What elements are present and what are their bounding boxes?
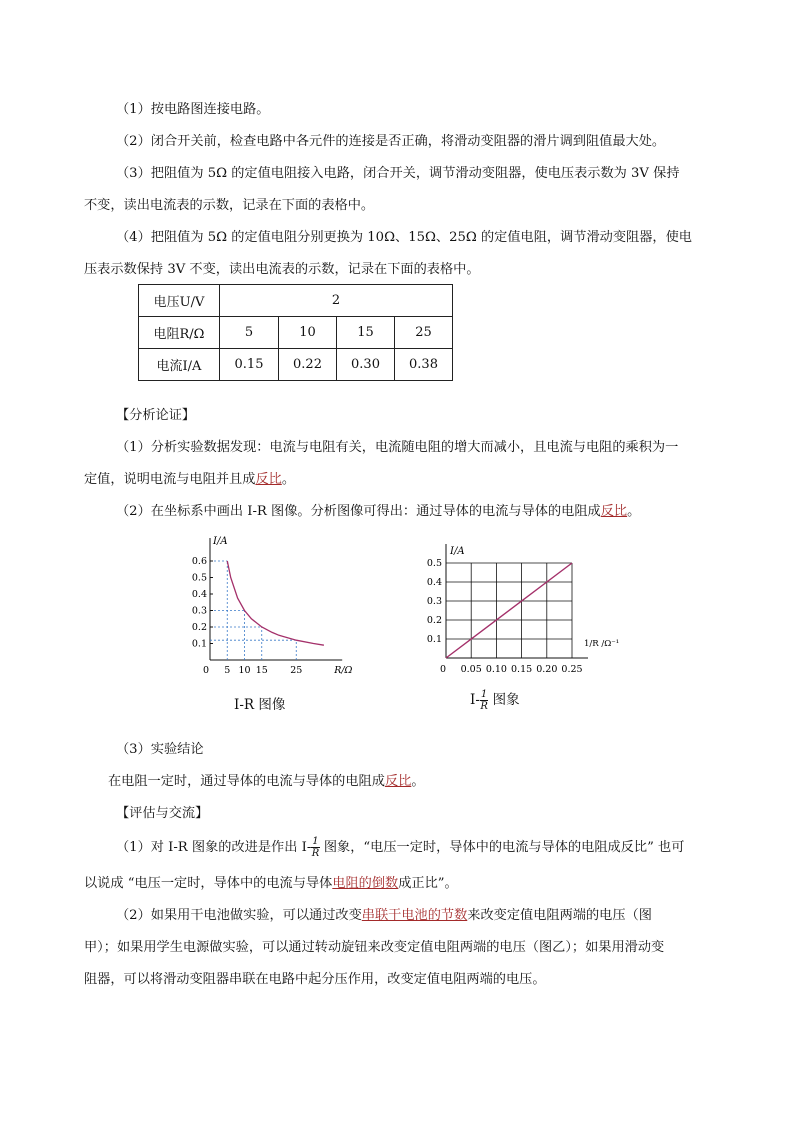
evaluation-heading: 【评估与交流】 [116, 806, 209, 821]
step-3-line-2: 不变，读出电流表的示数，记录在下面的表格中。 [84, 198, 375, 213]
fraction-denominator: R [480, 701, 488, 712]
conclusion-text [108, 766, 732, 798]
evaluation-p2-text: （2）如果用干电池做实验，可以通过改变 [116, 908, 362, 923]
analysis-p1-line-2 [84, 464, 708, 496]
step-1: （1）按电路图连接电路。 [116, 102, 270, 117]
caption-suffix: 图象 [488, 692, 520, 708]
evaluation-p1-text-2: 图象，“电压一定时，导体中的电流与导体的电阻成反比” 也可 [319, 840, 685, 855]
fraction-numerator: 1 [312, 836, 319, 847]
x-tick-label: 0.05 [460, 664, 482, 675]
evaluation-p2-line-1 [84, 900, 740, 932]
evaluation-p1-text-4: 成正比”。 [398, 876, 458, 891]
x-tick-label: 0.20 [536, 664, 558, 675]
answer-inverse: 反比 [384, 774, 412, 789]
caption-prefix: I- [470, 692, 480, 708]
ir-curve [227, 561, 324, 645]
table-row [139, 285, 453, 317]
y-axis-label: I/A [450, 546, 465, 557]
analysis-p2 [84, 496, 740, 528]
x-tick-label: 15 [255, 665, 268, 676]
step-4-line-1: （4）把阻值为 5Ω 的定值电阻分别更换为 10Ω、15Ω、25Ω 的定值电阻，调节滑动变阻器，使电 [116, 230, 692, 245]
proportional-line [446, 563, 572, 658]
analysis-heading: 【分析论证】 [116, 408, 196, 423]
answer-inverse: 反比 [255, 472, 282, 487]
x-axis-label: R/Ω [334, 665, 353, 676]
evaluation-p1-line-1 [84, 832, 740, 864]
ir-chart [186, 530, 366, 680]
x-tick-label: 10 [238, 665, 251, 676]
x-tick-label: 5 [224, 665, 231, 676]
inverse-r-chart [418, 540, 632, 678]
step-4-line-2: 压表示数保持 3V 不变，读出电流表的示数，记录在下面的表格中。 [84, 262, 480, 277]
table-cell: 0.30 [337, 349, 395, 381]
y-tick-label: 0.1 [191, 638, 207, 650]
table-cell: 5 [220, 317, 279, 349]
table-cell: 电阻R/Ω [139, 317, 220, 349]
analysis-p1-text: 定值，说明电流与电阻并且成 [84, 472, 256, 487]
y-tick-label: 0.1 [426, 634, 442, 645]
y-tick-label: 0.6 [191, 556, 207, 567]
table-row [139, 317, 453, 349]
answer-battery-count: 串联干电池的节数 [361, 908, 468, 923]
punctuation: 。 [627, 504, 641, 519]
table-cell: 2 [220, 285, 453, 317]
table-cell: 0.15 [220, 349, 279, 381]
table-cell: 0.22 [279, 349, 337, 381]
conclusion-body: 在电阻一定时，通过导体的电流与导体的电阻成 [108, 774, 385, 789]
x-axis-label: 1/R /Ω⁻¹ [584, 639, 620, 649]
y-tick-label: 0.2 [426, 615, 442, 626]
evaluation-p2-line-2: 甲）；如果用学生电源做实验，可以通过转动旋钮来改变定值电阻两端的电压（图乙）；如果用滑动变 [84, 940, 665, 955]
table-row [139, 349, 453, 381]
y-axis-label: I/A [213, 536, 228, 547]
evaluation-p1-line-2 [84, 868, 708, 900]
x-tick-label: 0.15 [511, 664, 533, 675]
y-tick-label: 0.5 [426, 558, 442, 569]
punctuation: 。 [411, 774, 425, 789]
ir-chart-caption: I-R 图像 [234, 697, 286, 713]
analysis-p1-line-1: （1）分析实验数据发现：电流与电阻有关，电流随电阻的增大而减小，且电流与电阻的乘积为一 [116, 440, 679, 455]
table-cell: 电流I/A [139, 349, 220, 381]
evaluation-p2-line-3: 阻器，可以将滑动变阻器串联在电路中起分压作用，改变定值电阻两端的电压。 [84, 972, 546, 987]
table-cell: 0.38 [395, 349, 453, 381]
conclusion-heading: （3）实验结论 [116, 742, 204, 757]
evaluation-p2-text-2: 来改变定值电阻两端的电压（图 [467, 908, 652, 923]
answer-inverse: 反比 [600, 504, 628, 519]
table-cell: 15 [337, 317, 395, 349]
y-tick-label: 0.4 [426, 577, 442, 588]
fraction-denominator: R [311, 848, 320, 859]
x-tick-label: 25 [290, 665, 303, 676]
y-tick-label: 0.3 [426, 596, 442, 607]
step-3-line-1: （3）把阻值为 5Ω 的定值电阻接入电路，闭合开关，调节滑动变阻器，使电压表示数为 3V 保持 [116, 166, 680, 181]
fraction [311, 836, 319, 859]
x-tick-label: 0 [202, 665, 210, 676]
evaluation-p1-text-3: 以说成 “电压一定时，导体中的电流与导体 [84, 876, 333, 891]
data-table [138, 284, 453, 381]
fraction-numerator: 1 [480, 689, 488, 700]
y-tick-label: 0.3 [191, 605, 207, 617]
table-cell: 电压U/V [139, 285, 220, 317]
y-tick-label: 0.4 [191, 589, 207, 600]
inverse-r-chart-caption [470, 688, 520, 712]
punctuation: 。 [281, 472, 295, 487]
table-cell: 10 [279, 317, 337, 349]
y-tick-label: 0.2 [191, 622, 207, 633]
x-tick-label: 0.25 [561, 664, 583, 675]
x-tick-label: 0 [439, 664, 447, 675]
table-cell: 25 [395, 317, 453, 349]
analysis-p2-text: （2）在坐标系中画出 I-R 图像。分析图像可得出：通过导体的电流与导体的电阻成 [116, 504, 601, 519]
answer-reciprocal: 电阻的倒数 [332, 876, 399, 891]
x-tick-label: 0.10 [485, 664, 507, 675]
y-tick-label: 0.5 [191, 572, 207, 584]
evaluation-p1-text: （1）对 I-R 图象的改进是作出 I- [116, 840, 312, 855]
step-2: （2）闭合开关前，检查电路中各元件的连接是否正确，将滑动变阻器的滑片调到阻值最大处。 [116, 134, 666, 149]
